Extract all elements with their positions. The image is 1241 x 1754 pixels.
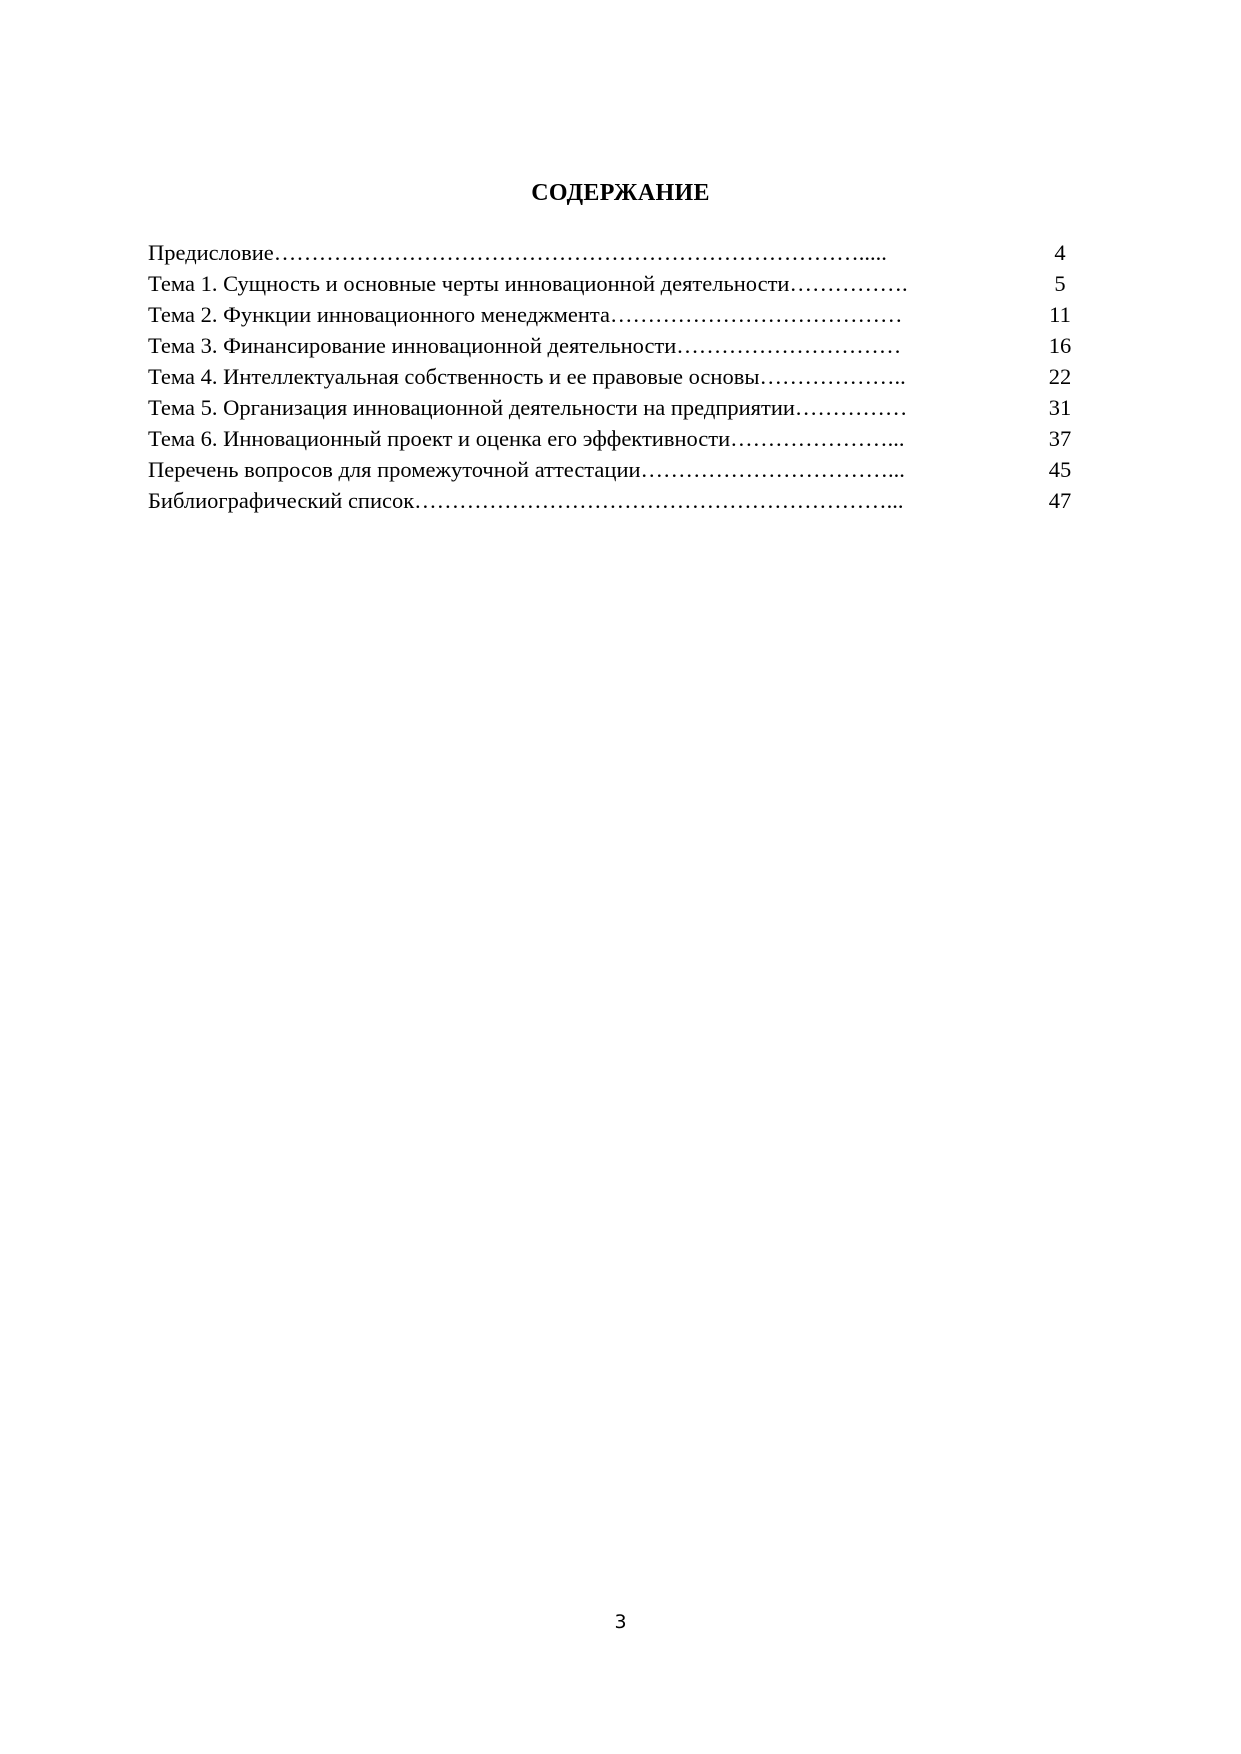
toc-entry-page: 16	[1048, 333, 1072, 358]
toc-entry-text: Тема 4. Интеллектуальная собственность и ее правовые основы………………..	[148, 364, 906, 389]
toc-entry-page: 5	[1054, 271, 1066, 296]
toc-entry-topic-5[interactable]	[148, 392, 1088, 423]
toc-entry-text: Тема 3. Финансирование инновационной деятельности…………………………	[148, 333, 902, 358]
toc-entry-preface[interactable]	[148, 237, 1088, 268]
toc-entry-topic-3[interactable]	[148, 330, 1088, 361]
toc-entry-topic-6[interactable]	[148, 423, 1088, 454]
toc-entry-text: Перечень вопросов для промежуточной аттестации……………………………...	[148, 457, 905, 482]
toc-entry-page: 37	[1048, 426, 1072, 451]
toc-entry-page: 22	[1048, 364, 1072, 389]
toc-entry-text: Предисловие…………………………………………………………………….....	[148, 240, 887, 265]
toc-entry-topic-1[interactable]	[148, 268, 1088, 299]
toc-entry-text: Тема 2. Функции инновационного менеджмента…………………………………	[148, 302, 903, 327]
toc-entry-text: Тема 6. Инновационный проект и оценка его эффективности…………………...	[148, 426, 905, 451]
table-of-contents	[148, 237, 1088, 516]
toc-entry-page: 31	[1048, 395, 1072, 420]
toc-entry-questions[interactable]	[148, 454, 1088, 485]
toc-entry-page: 4	[1054, 240, 1066, 265]
toc-entry-topic-2[interactable]	[148, 299, 1088, 330]
toc-entry-text: Библиографический список………………………………………………………...	[148, 488, 904, 513]
toc-entry-bibliography[interactable]	[148, 485, 1088, 516]
toc-entry-text: Тема 1. Сущность и основные черты инновационной деятельности…………….	[148, 271, 908, 296]
toc-entry-text: Тема 5. Организация инновационной деятельности на предприятии……………	[148, 395, 908, 420]
toc-entry-page: 47	[1048, 488, 1072, 513]
toc-title: СОДЕРЖАНИЕ	[531, 180, 710, 206]
toc-entry-topic-4[interactable]	[148, 361, 1088, 392]
page-number: 3	[614, 1611, 627, 1633]
toc-entry-page: 45	[1048, 457, 1072, 482]
toc-entry-page: 11	[1049, 302, 1071, 327]
